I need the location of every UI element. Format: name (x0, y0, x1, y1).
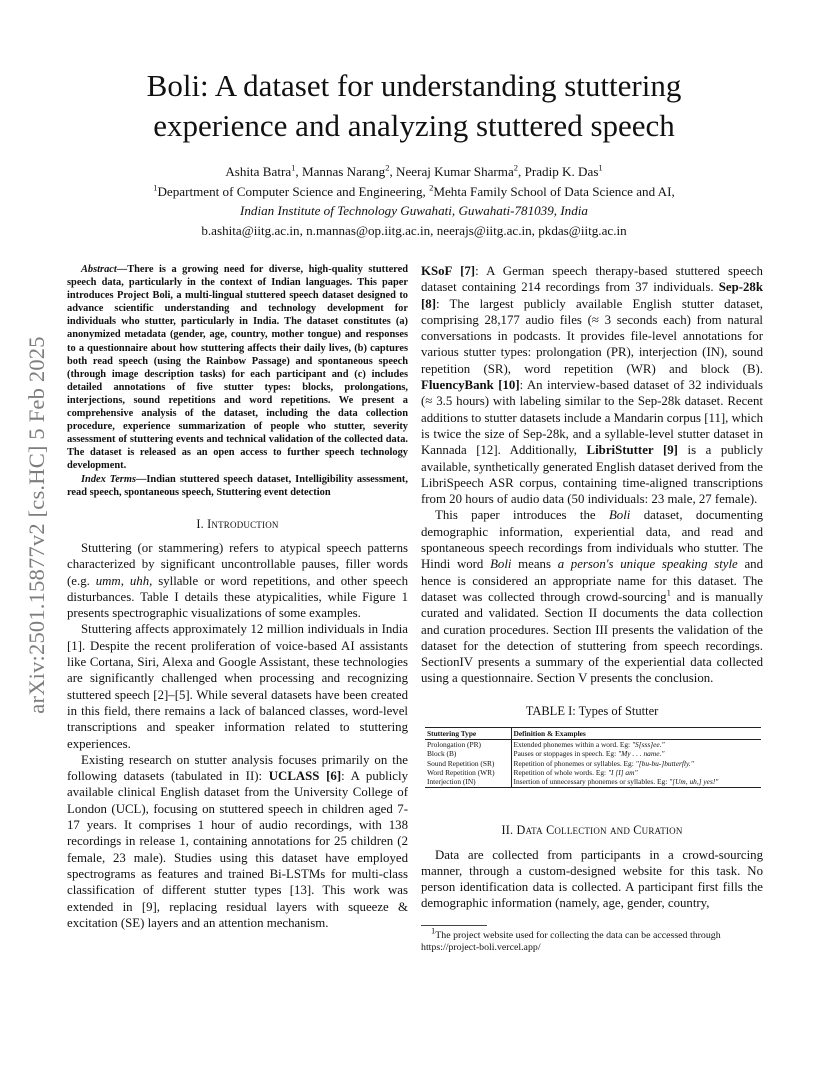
intro-paragraph-2: Stuttering affects approximately 12 million individuals in India [1]. Despite the recent proliferation of voice-based AI assistants like Cortana, Siri, Alexa and Google Assistant, these technologies are significantly challenged when processing and recognizing stuttered speech [2]–[5]. While several datasets have been created in this field, there remains a lack of balanced classes, word-level transcriptions and speaker information related to stuttering experiences. (67, 622, 408, 751)
table-caption: TABLE I: Types of Stutter (525, 703, 659, 718)
footnote: $^1$The project website used for collecting the data can be accessed through https://project-boli.vercel.app/ (421, 925, 721, 954)
left-column (67, 263, 408, 931)
table-cell-type: Sound Repetition (SR) (425, 759, 511, 768)
arxiv-identifier: arXiv:2501.15877v2 [cs.HC] 5 Feb 2025 (24, 336, 49, 714)
table-header-cell: Stuttering Type (425, 728, 511, 740)
table-row (425, 749, 761, 758)
table-cell-definition: Extended phonemes within a word. Eg: "S[sss]ee." (513, 740, 665, 750)
intro-paragraph-1: Stuttering (or stammering) refers to atypical speech patterns characterized by significant uncontrollable pauses, filler words (e.g. umm, uhh, syllable or word repetitions, and other speech disturbances. Table I details these atypicalities, while Figure 1 presents spectrographic visualizations of some examples. (67, 540, 408, 621)
table-cell-type: Word Repetition (WR) (425, 768, 511, 777)
intro-paragraph-3: Existing research on stutter analysis focuses primarily on the following datasets (tabulated in II): UCLASS [6]: A publicly available clinical English dataset from the University College of London (UCL), focusing on stuttered speech in children aged 7-17 years. It comprises 1 hour of audio recordings, with 138 recordings in release 1, containing annotations for 25 children (2 female, 23 male). Studies using this dataset have employed spectrograms as features and trained Bi-LSTMs for multi-class classification of different stutter types [13]. This work was extended in [9], replacing residual layers with squeeze & excitation (SE) layers and an attention mechanism. (67, 752, 408, 930)
section-heading-introduction: I. Introduction (196, 516, 279, 531)
table-row (425, 768, 761, 777)
institute: Indian Institute of Technology Guwahati, Guwahati-781039, India (240, 203, 588, 219)
section-heading-data-collection: II. Data Collection and Curation (501, 823, 683, 838)
datasets-paragraph: KSoF [7]: A German speech therapy-based stuttered speech dataset containing 214 recordings from 37 individuals. Sep-28k [8]: The largest publicly available English stutter dataset, comprising 28,177 audio files (≈ 3 seconds each) from natural conversations in podcasts. It provides file-level annotations for various stutter types: prolongation (PR), interjection (IN), sound repetition (SR), word repetition (WR) and block (B). FluencyBank [10]: An interview-based dataset of 32 individuals (≈ 3.5 hours) with labeling similar to the Sep-28k dataset. Recent additions to stutter datasets include a Mandarin corpus [11], which is twice the size of Sep-28k, and a syllable-level stutter dataset in Kannada [12]. Additionally, LibriStutter [9] is a publicly available, synthetically generated English dataset derived from the LibriSpeech ASR corpus, containing time-aligned transcriptions from 20 hours of audio data (50 individuals: 23 male, 27 female). (421, 264, 763, 507)
data-collection-paragraph: Data are collected from participants in a crowd-sourcing manner, through a custom-designed website for this task. No person identification data is collected. A participant first fills the demographic information (namely, age, gender, country, (421, 847, 763, 911)
title-line-2: experience and analyzing stuttered speech (153, 108, 675, 143)
intro-paragraph-4: This paper introduces the Boli dataset, documenting demographic information, experiential data, and read and spontaneous speech recordings from individuals who stutter. The Hindi word Boli means a person's unique speaking style and hence is considered an appropriate name for this dataset. The dataset was collected through crowd-sourcing$^1$ and is manually curated and validated. Section II documents the data collection and curation procedures. Section III presents the validation of the dataset for the detection of stuttering from speech recordings. SectionIV presents a summary of the experiential data collected using a questionnaire. Section V presents the conclusion. (421, 508, 764, 686)
table-header-row (425, 728, 761, 740)
stutter-types-table (425, 727, 761, 788)
table-row (425, 740, 761, 750)
paper-title (80, 66, 748, 146)
affiliations: $^1$Department of Computer Science and Engineering, $^2$Mehta Family School of Data Science and AI, (153, 182, 675, 199)
author-block (60, 162, 768, 240)
table-header-cell: Definition & Examples (511, 728, 761, 740)
table-cell-type: Block (B) (425, 749, 511, 758)
right-column (421, 263, 763, 954)
table-cell-definition: Insertion of unnecessary phonemes or syllables. Eg: "[Um, uh,] yes!" (511, 777, 761, 788)
table-cell-type: Prolongation (PR) (425, 740, 511, 750)
table-cell-definition: Repetition of phonemes or syllables. Eg: "[bu-bu-]butterfly." (513, 758, 694, 768)
title-line-1: Boli: A dataset for understanding stuttering (146, 68, 682, 103)
table-cell-type: Interjection (IN) (425, 777, 511, 788)
table-cell-definition: Repetition of whole words. Eg: "I [I] am" (513, 767, 638, 777)
index-terms: Index Terms—Indian stuttered speech dataset, Intelligibility assessment, read speech, spontaneous speech, Stuttering event detection (67, 473, 408, 498)
table-cell-definition: Pauses or stoppages in speech. Eg: "My . . . name." (513, 749, 665, 759)
table-row (425, 759, 761, 768)
table-row (425, 777, 761, 788)
author-emails: b.ashita@iitg.ac.in, n.mannas@op.iitg.ac.in, neerajs@iitg.ac.in, pkdas@iitg.ac.in (201, 222, 627, 238)
author-names: Ashita Batra$^1$, Mannas Narang$^2$, Neeraj Kumar Sharma$^2$, Pradip K. Das$^1$ (225, 162, 603, 179)
abstract: Abstract—There is a growing need for diverse, high-quality stuttered speech data, particularly in the context of Indian languages. This paper introduces Project Boli, a multi-lingual stuttered speech dataset designed to advance scientific understanding and technology development for individuals who stutter, particularly in India. The dataset constitutes (a) anonymized metadata (gender, age, country, mother tongue) and responses to a questionnaire about how stuttering affects their daily lives, (b) captures both read speech (using the Rainbow Passage) and spontaneous speech (through image description tasks) for each participant and (c) includes detailed annotations of five stutter types: blocks, prolongations, interjections, sound repetitions and word repetitions. We present a comprehensive analysis of the dataset, including the data collection procedure, experience summarization of people who stutter, severity assessment of stuttering events and technical validation of the collected data. The dataset is released as an open access to further speech technology development. (67, 264, 408, 472)
